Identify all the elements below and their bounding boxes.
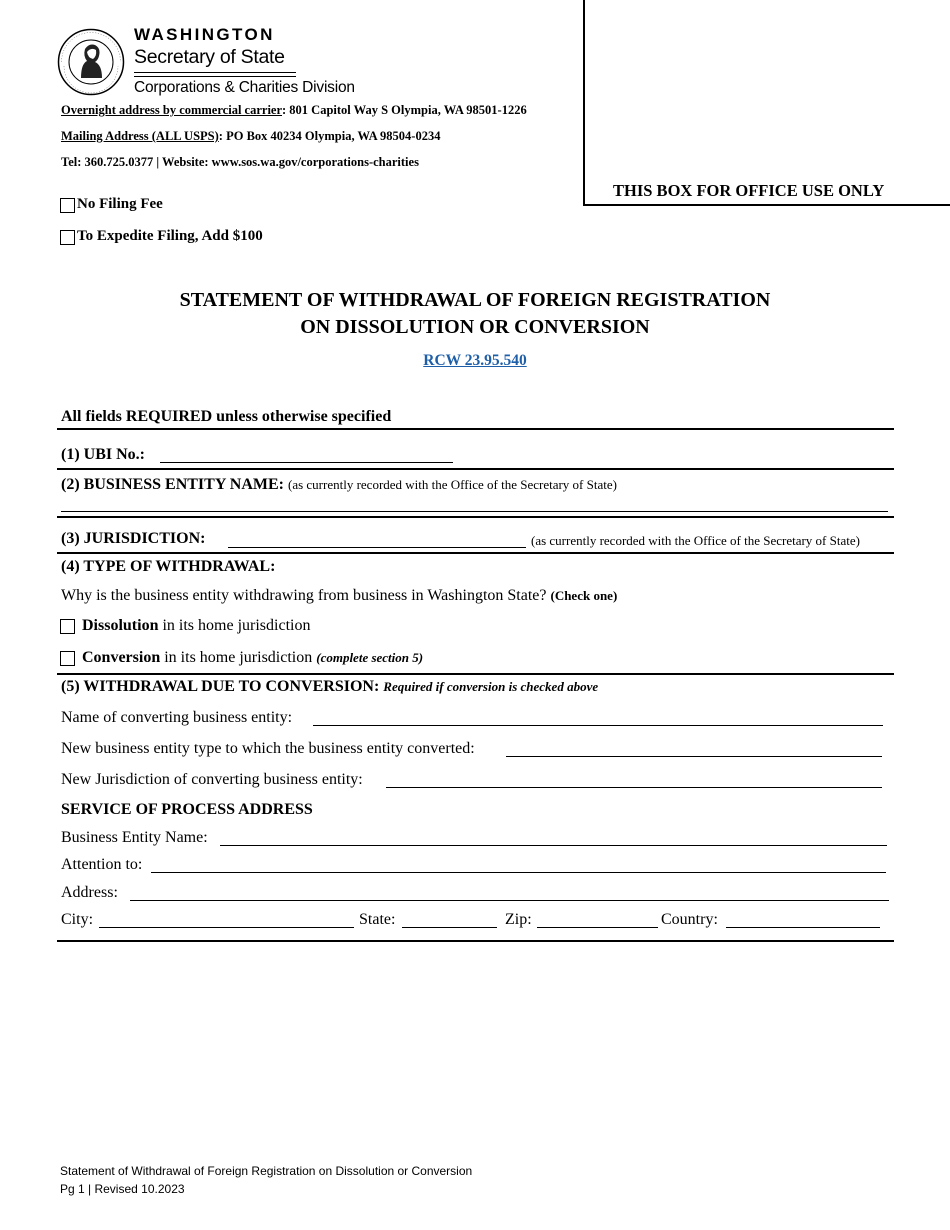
divider — [57, 552, 894, 554]
city-field[interactable] — [99, 927, 354, 928]
divider — [57, 428, 894, 430]
service-heading: SERVICE OF PROCESS ADDRESS — [61, 801, 313, 818]
address-field[interactable] — [130, 900, 889, 901]
no-filing-fee-checkbox[interactable] — [60, 198, 75, 213]
converting-entity-field[interactable] — [313, 725, 883, 726]
overnight-address: Overnight address by commercial carrier: 801 Capitol Way S Olympia, WA 98501-1226 — [61, 103, 527, 117]
divider — [57, 940, 894, 942]
agency-title: Secretary of State — [134, 46, 285, 68]
rcw-link[interactable]: RCW 23.95.540 — [423, 352, 527, 369]
header-divider — [134, 72, 296, 77]
state-label: State: — [359, 911, 396, 928]
jurisdiction-note: (as currently recorded with the Office of the Secretary of State) — [531, 533, 860, 548]
new-jurisdiction-label: New Jurisdiction of converting business entity: — [61, 771, 363, 788]
mailing-address: Mailing Address (ALL USPS): PO Box 40234 Olympia, WA 98504-0234 — [61, 129, 441, 143]
converting-entity-label: Name of converting business entity: — [61, 709, 293, 726]
form-title-line1: STATEMENT OF WITHDRAWAL OF FOREIGN REGISTRATION — [179, 289, 771, 311]
zip-label: Zip: — [505, 911, 532, 928]
new-entity-type-field[interactable] — [506, 756, 882, 757]
attention-label: Attention to: — [61, 856, 143, 873]
required-note: All fields REQUIRED unless otherwise specified — [61, 408, 392, 425]
ubi-field[interactable] — [160, 462, 453, 463]
jurisdiction-field[interactable] — [228, 547, 526, 548]
contact-info: Tel: 360.725.0377 | Website: www.sos.wa.gov/corporations-charities — [61, 155, 419, 169]
dissolution-label: Dissolution in its home jurisdiction — [82, 617, 311, 634]
form-title-line2: ON DISSOLUTION OR CONVERSION — [300, 316, 650, 338]
divider — [57, 673, 894, 675]
city-label: City: — [61, 911, 94, 928]
division-name: Corporations & Charities Division — [134, 79, 355, 96]
state-field[interactable] — [402, 927, 497, 928]
conversion-label: Conversion in its home jurisdiction (complete section 5) — [82, 649, 424, 666]
conversion-checkbox[interactable] — [60, 651, 75, 666]
country-field[interactable] — [726, 927, 880, 928]
office-use-label: THIS BOX FOR OFFICE USE ONLY — [613, 181, 885, 200]
country-label: Country: — [661, 911, 718, 928]
jurisdiction-label: (3) JURISDICTION: — [61, 530, 206, 547]
address-label: Address: — [61, 884, 118, 901]
divider — [57, 516, 894, 518]
state-seal-logo — [57, 28, 125, 96]
entity-name-field[interactable] — [61, 511, 888, 512]
expedite-checkbox[interactable] — [60, 230, 75, 245]
agency-name: WASHINGTON — [134, 25, 275, 44]
footer-title: Statement of Withdrawal of Foreign Registration on Dissolution or Conversion — [60, 1164, 473, 1178]
ubi-label: (1) UBI No.: — [61, 446, 145, 463]
attention-field[interactable] — [151, 872, 886, 873]
no-filing-fee-label: No Filing Fee — [77, 196, 163, 212]
footer-page: Pg 1 | Revised 10.2023 — [60, 1182, 185, 1196]
office-use-box — [583, 0, 950, 206]
zip-field[interactable] — [537, 927, 658, 928]
withdrawal-question: Why is the business entity withdrawing from business in Washington State? (Check one) — [61, 587, 618, 604]
expedite-label: To Expedite Filing, Add $100 — [77, 228, 263, 244]
new-entity-type-label: New business entity type to which the business entity converted: — [61, 740, 475, 757]
service-entity-label: Business Entity Name: — [61, 829, 208, 846]
service-entity-field[interactable] — [220, 845, 887, 846]
entity-name-label: (2) BUSINESS ENTITY NAME: (as currently recorded with the Office of the Secretary of State) — [61, 476, 617, 493]
withdrawal-type-label: (4) TYPE OF WITHDRAWAL: — [61, 558, 276, 575]
dissolution-checkbox[interactable] — [60, 619, 75, 634]
conversion-section-label: (5) WITHDRAWAL DUE TO CONVERSION: Required if conversion is checked above — [61, 678, 599, 695]
new-jurisdiction-field[interactable] — [386, 787, 882, 788]
divider — [57, 468, 894, 470]
